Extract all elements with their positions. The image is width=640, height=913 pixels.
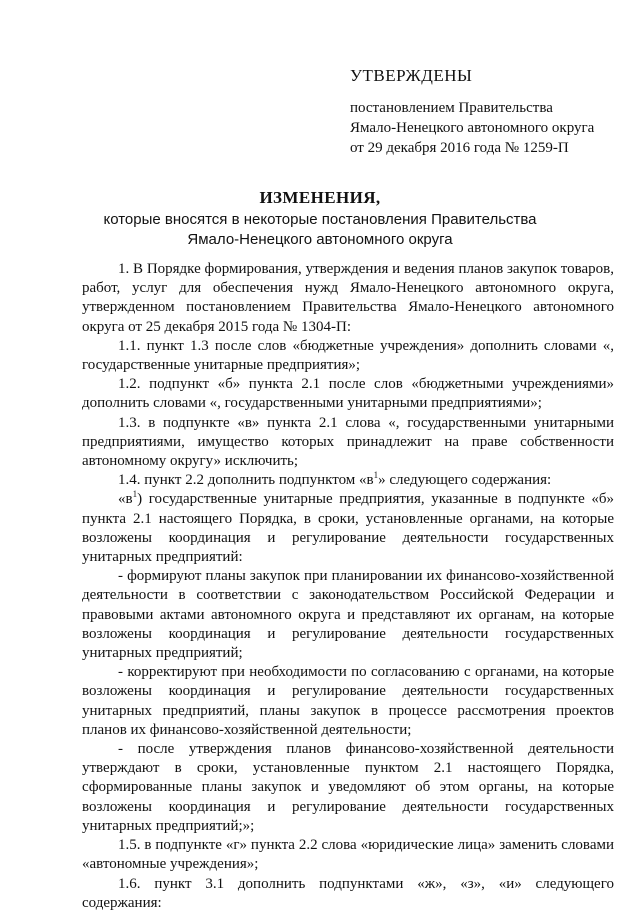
paragraph: 1.3. в подпункте «в» пункта 2.1 слова «, государственными унитарными предприятиями, имущество которых принадлежит на праве собственности автономному округу» исключить; (82, 414, 614, 470)
approval-title: УТВЕРЖДЕНЫ (350, 66, 473, 85)
document-heading (100, 186, 540, 250)
paragraph (82, 490, 614, 567)
approval-line: постановлением Правительства (350, 100, 553, 116)
document-body (82, 260, 614, 913)
approval-line: Ямало-Ненецкого автономного округа (350, 120, 595, 136)
paragraph-text: ) государственные унитарные предприятия, указанные в подпункте «б» пункта 2.1 настоящего Порядка, в сроки, установленные органами, на которые возложены координация и регулирование деятельности государственных унитарных предприятий: (82, 491, 614, 566)
paragraph: 1.1. пункт 1.3 после слов «бюджетные учреждения» дополнить словами «, государственные унитарные предприятия»; (82, 337, 614, 374)
paragraph: 1.2. подпункт «б» пункта 2.1 после слов «бюджетными учреждениями» дополнить словами «, государственными унитарными предприятиями»; (82, 376, 614, 412)
approval-line: от 29 декабря 2016 года № 1259-П (350, 140, 569, 156)
superscript: 1 (373, 470, 379, 481)
document-subtitle: Ямало-Ненецкого автономного округа (187, 231, 453, 248)
paragraph-text: » следующего содержания: (378, 472, 552, 489)
superscript: 1 (132, 489, 138, 500)
approval-block (350, 66, 620, 158)
document-title: ИЗМЕНЕНИЯ, (259, 188, 381, 207)
paragraph-text: 1.4. пункт 2.2 дополнить подпунктом «в (118, 472, 374, 489)
paragraph: - корректируют при необходимости по согласованию с органами, на которые возложены координация и регулирование деятельности государственных унитарных предприятий, планы закупок в процессе рассмотрения проектов планов их финансово-хозяйственной деятельности; (82, 664, 614, 738)
paragraph: - формируют планы закупок при планировании их финансово-хозяйственной деятельности в соответствии с законодательством Российской Федерации и правовыми актами автономного округа и представляют их органам, на которые возложены координация и регулирование деятельности государственных унитарных предприятий; (82, 568, 614, 662)
paragraph (82, 471, 614, 490)
paragraph-text: «в (118, 491, 133, 508)
paragraph: 1.5. в подпункте «г» пункта 2.2 слова «юридические лица» заменить словами «автономные учреждения»; (82, 837, 614, 873)
paragraph: 1.6. пункт 3.1 дополнить подпунктами «ж», «з», «и» следующего содержания: (82, 875, 614, 911)
paragraph: - после утверждения планов финансово-хозяйственной деятельности утверждают в сроки, установленные пунктом 2.1 настоящего Порядка, сформированные планы закупок и уведомляют об этом органы, на которые возложены координация и регулирование деятельности государственных унитарных предприятий;»; (82, 741, 614, 834)
document-subtitle: которые вносятся в некоторые постановления Правительства (103, 211, 537, 228)
paragraph: 1. В Порядке формирования, утверждения и ведения планов закупок товаров, работ, услуг для обеспечения нужд Ямало-Ненецкого автономного округа, утвержденном постановлением Правительства Ямало-Ненецкого автономного округа от 25 декабря 2015 года № 1304-П: (82, 261, 614, 335)
